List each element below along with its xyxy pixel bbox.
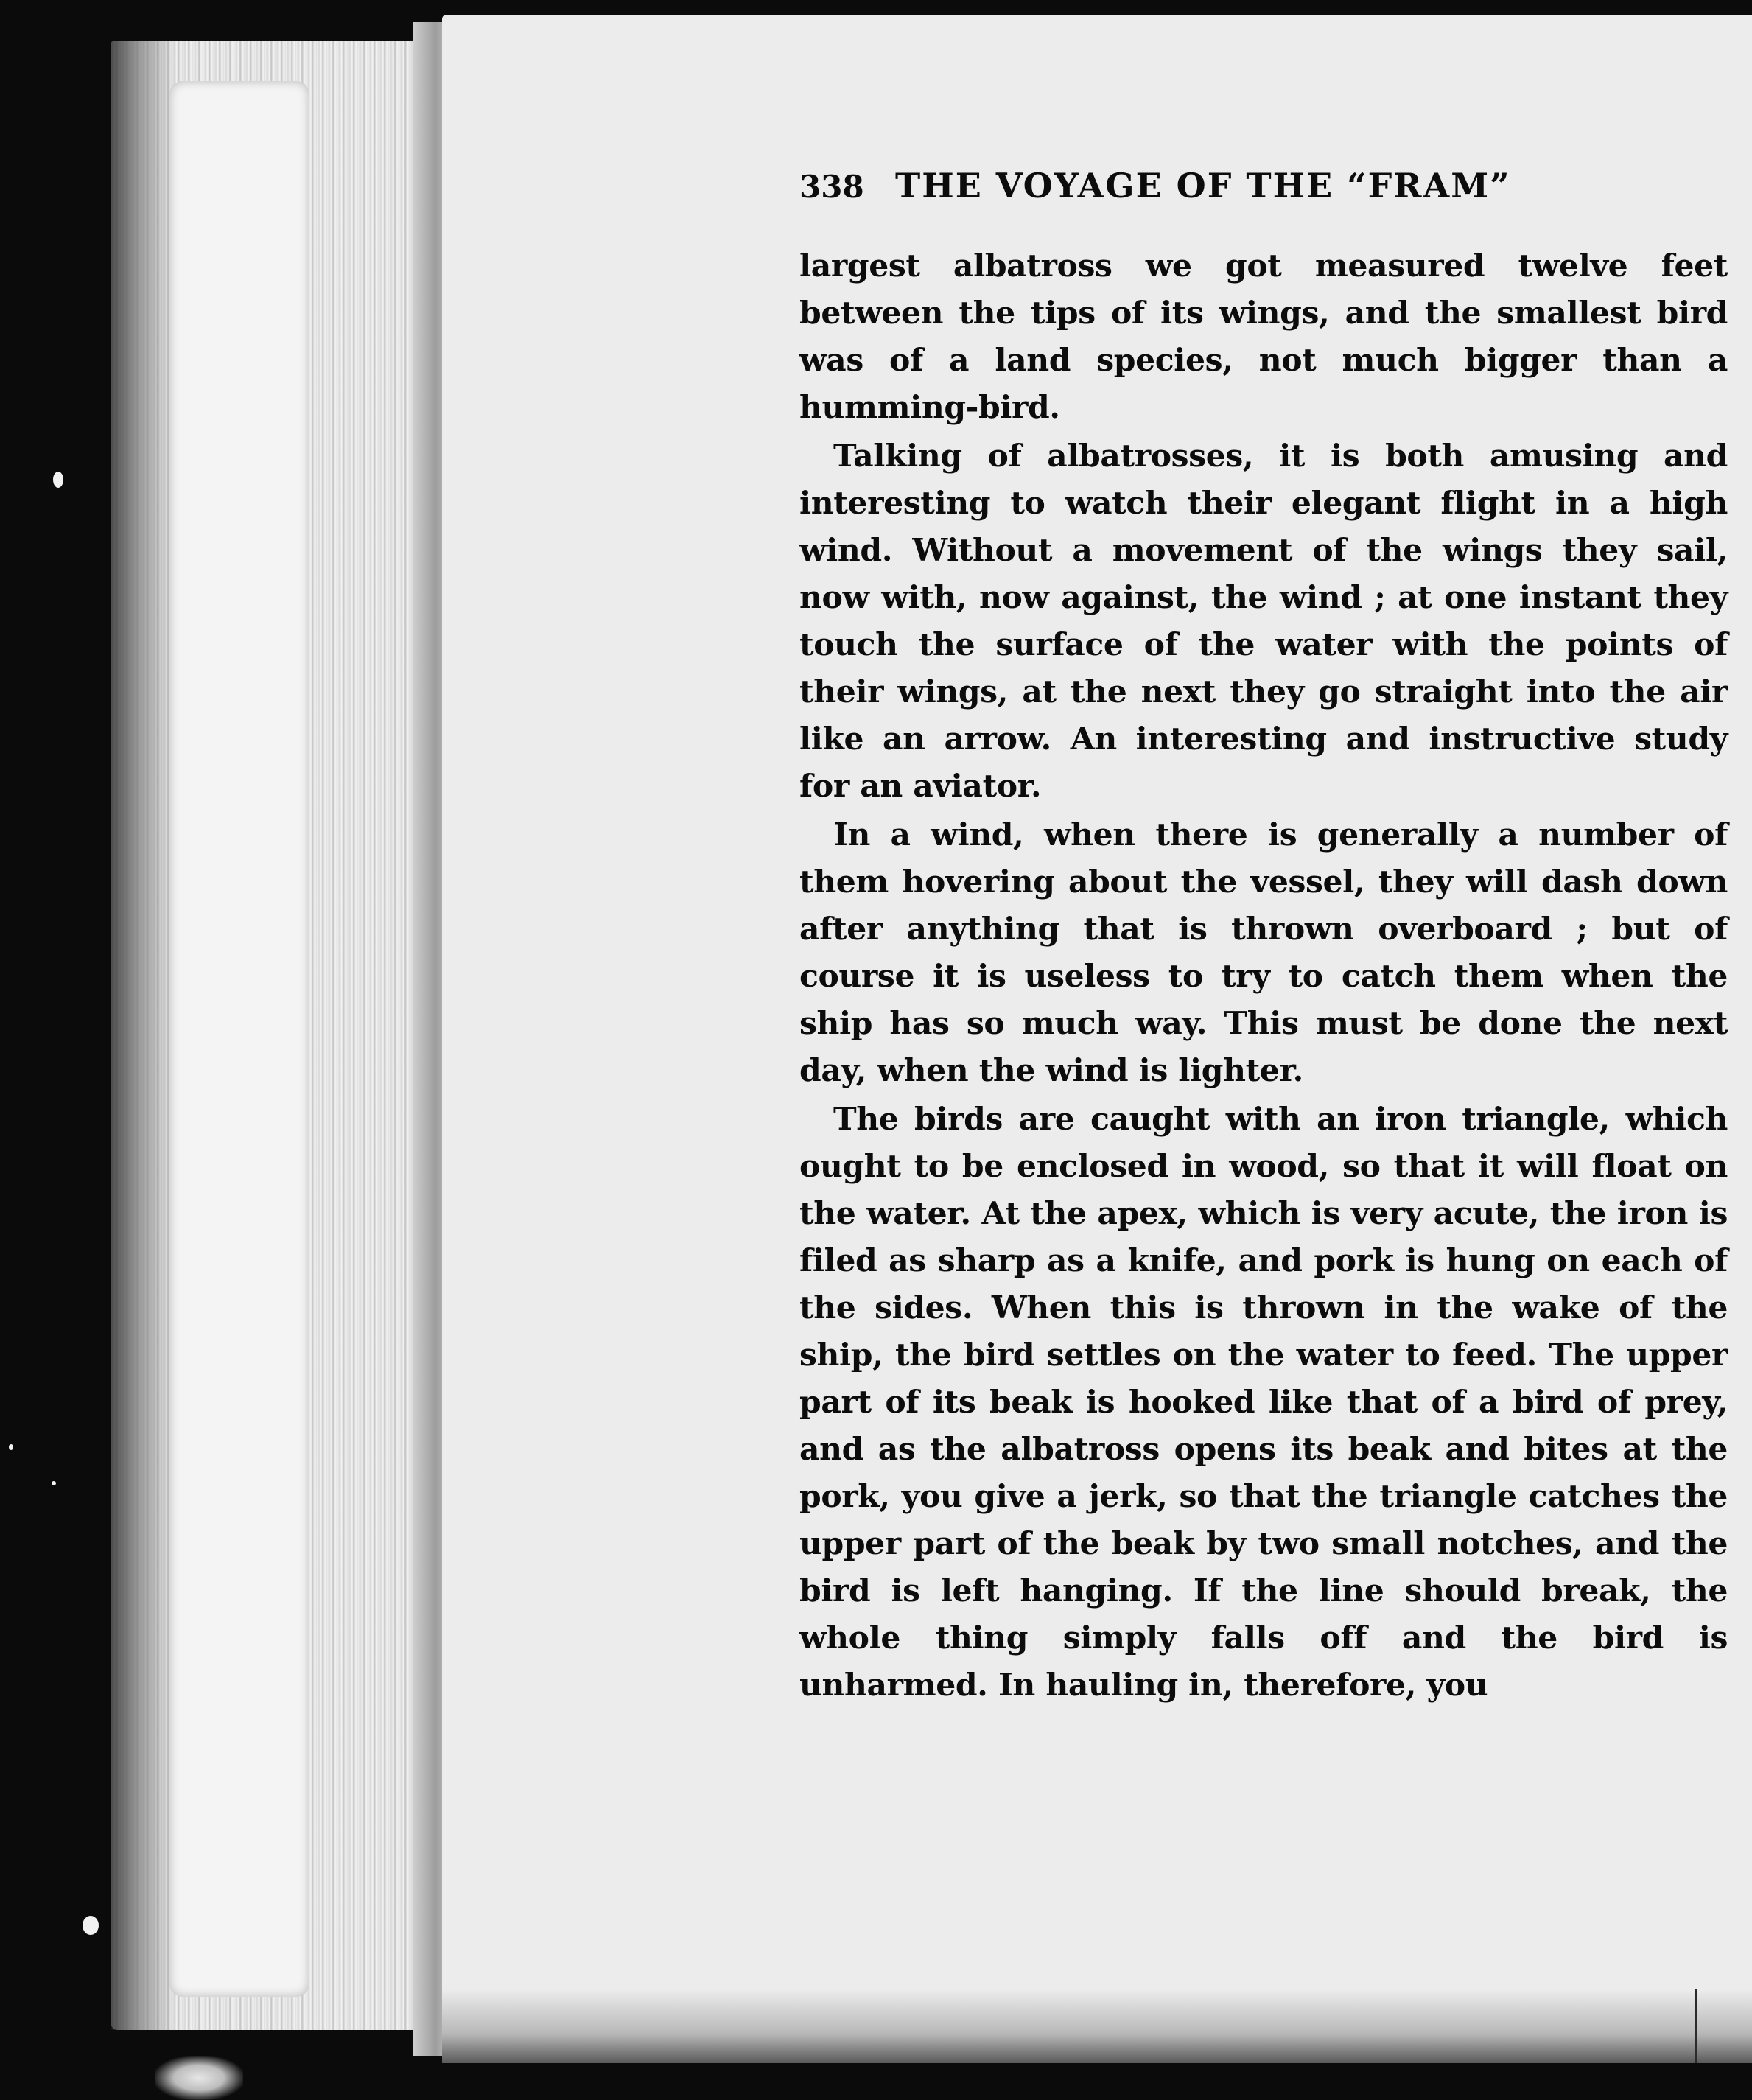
paragraph-2: Talking of albatrosses, it is both amusing and interesting to watch their elegant flight in a high wind. Without a movement of the wings they sail, now with, now against, the wind ; at one instant they touch the surface of the water with the points of their wings, at the next they go straight into the air like an arrow. An interesting and instructive study for an aviator.: [799, 438, 1728, 805]
page-text-block: [799, 166, 1728, 1709]
dust-speck: [83, 1916, 99, 1935]
facing-page-sliver: [169, 81, 309, 1997]
scan-debris: [155, 2056, 243, 2100]
running-title: THE VOYAGE OF THE “FRAM”: [895, 166, 1511, 206]
running-head: [799, 166, 1728, 217]
page-bottom-shadow: [442, 1989, 1752, 2063]
edge-shadow: [111, 41, 177, 2030]
dust-speck: [52, 1481, 56, 1485]
dust-speck: [9, 1444, 13, 1450]
paragraph-3: In a wind, when there is generally a number of them hovering about the vessel, they will dash down after anything that is thrown overboard ; but of course it is useless to try to catch them when the ship has so much way. This must be done the next day, when the wind is lighter.: [799, 816, 1728, 1089]
paragraph-4: The birds are caught with an iron triangle, which ought to be enclosed in wood, so that it will float on the water. At the apex, which is very acute, the iron is filed as sharp as a knife, and pork is hung on each of the sides. When this is thrown in the wake of the ship, the bird settles on the water to feed. The upper part of its beak is hooked like that of a bird of prey, and as the albatross opens its beak and bites at the pork, you give a jerk, so that the triangle catches the upper part of the beak by two small notches, and the bird is left hanging. If the line should break, the whole thing simply falls off and the bird is unharmed. In hauling in, therefore, you: [799, 1101, 1728, 1704]
paragraph-1: largest albatross we got measured twelve feet between the tips of its wings, and the smallest bird was of a land species, not much bigger than a humming-bird.: [799, 248, 1728, 426]
page-number: 338: [799, 169, 864, 205]
dust-speck: [53, 472, 63, 488]
page-corner-crease: [1695, 1989, 1697, 2063]
